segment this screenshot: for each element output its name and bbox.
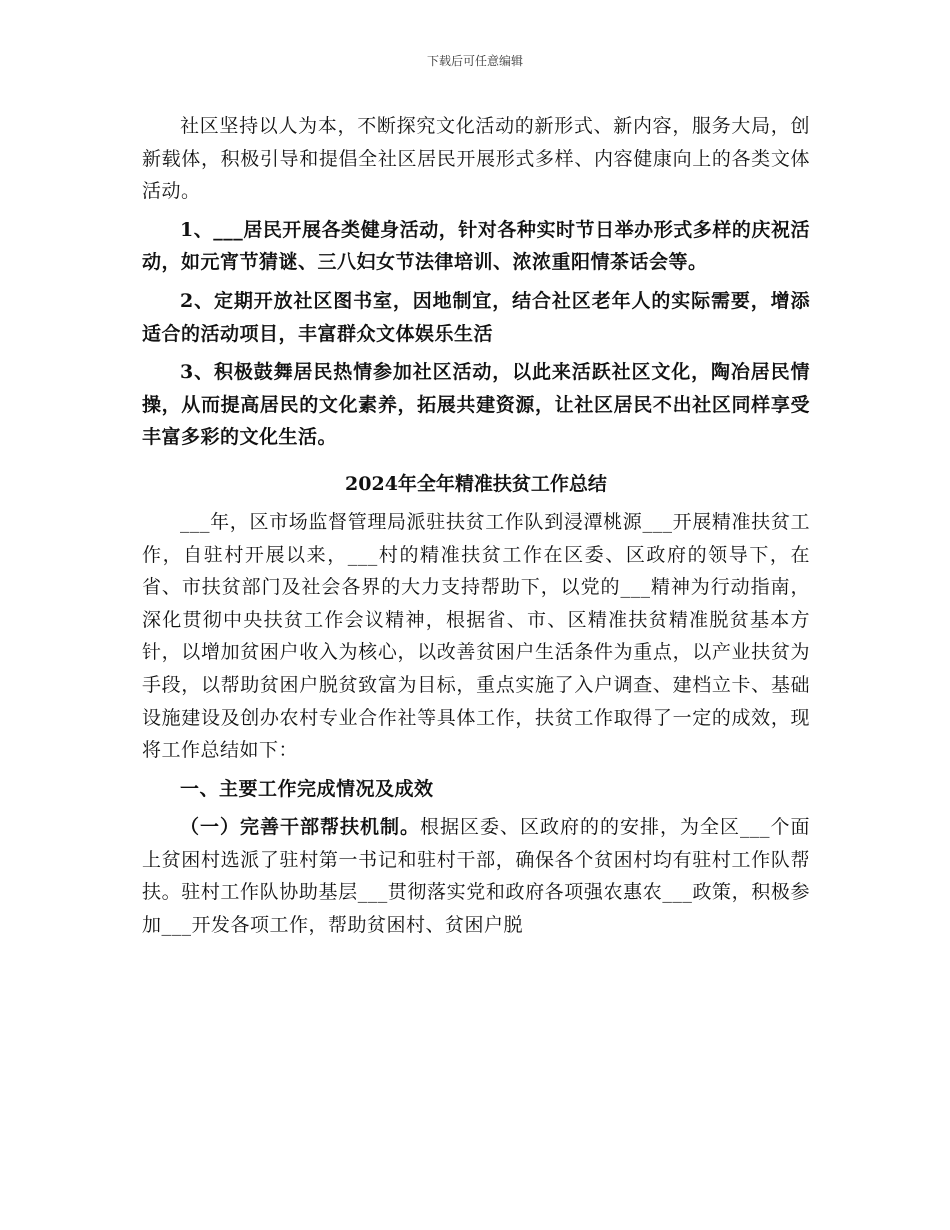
subsection-1-text: 根据区委、区政府的的安排，为全区___个面上贫困村选派了驻村第一书记和驻村干部，确保各个贫困村均有驻村工作队帮扶。驻村工作队协助基层___贯彻落实党和政府各项强农惠农___政策，积极参加___开发各项工作，帮助贫困村、贫困户脱 [142, 816, 810, 937]
subsection-1-paragraph [142, 811, 810, 941]
activity-item-2: 2、定期开放社区图书室，因地制宜，结合社区老年人的实际需要，增添适合的活动项目，丰富群众文体娱乐生活 [142, 289, 810, 345]
summary-intro-paragraph: ___年，区市场监督管理局派驻扶贫工作队到浸潭桃源___开展精准扶贫工作，自驻村开展以来，___村的精准扶贫工作在区委、区政府的领导下，在省、市扶贫部门及社会各界的大力支持帮助下，以党的___精神为行动指南，深化贯彻中央扶贫工作会议精神，根据省、市、区精准扶贫精准脱贫基本方针，以增加贫困户收入为核心，以改善贫困户生活条件为重点，以产业扶贫为手段，以帮助贫困户脱贫致富为目标，重点实施了入户调查、建档立卡、基础设施建设及创办农村专业合作社等具体工作，扶贫工作取得了一定的成效，现将工作总结如下： [142, 510, 810, 762]
document-title: 2024年全年精准扶贫工作总结 [345, 472, 607, 495]
document-body [142, 110, 810, 942]
activity-item-3: 3、积极鼓舞居民热情参加社区活动，以此来活跃社区文化，陶冶居民情操，从而提高居民的文化素养，拓展共建资源，让社区居民不出社区同样享受丰富多彩的文化生活。 [142, 361, 810, 449]
activity-item-1: 1、___居民开展各类健身活动，针对各种实时节日举办形式多样的庆祝活动，如元宵节猜谜、三八妇女节法律培训、浓浓重阳情茶话会等。 [142, 218, 810, 274]
community-intro-paragraph: 社区坚持以人为本，不断探究文化活动的新形式、新内容，服务大局，创新载体，积极引导和提倡全社区居民开展形式多样、内容健康向上的各类文体活动。 [142, 115, 810, 203]
page-header: 下载后可任意编辑 [426, 54, 523, 68]
section-heading-1: 一、主要工作完成情况及成效 [180, 777, 434, 800]
subsection-1-label: （一）完善干部帮扶机制。 [180, 816, 420, 839]
